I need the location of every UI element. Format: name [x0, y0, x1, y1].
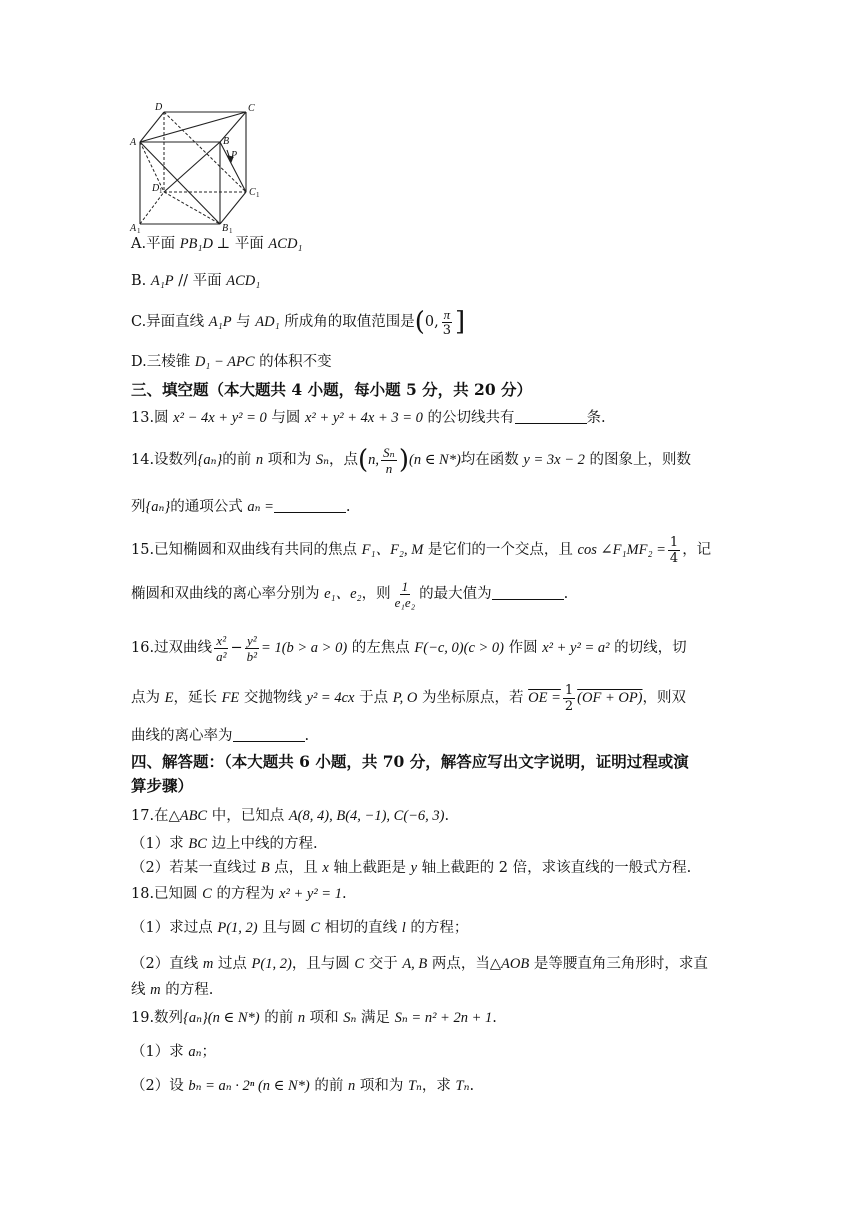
math: m [150, 982, 161, 998]
math: E [164, 690, 174, 706]
answer-blank[interactable] [233, 727, 305, 742]
q15-line2 [131, 574, 568, 614]
text: ，则 [361, 586, 391, 602]
text: （1）求过点 [131, 920, 218, 936]
text: 项和为 [263, 452, 316, 468]
section-3-heading: 三、填空题（本大题共 4 小题，每小题 5 分，共 20 分） [131, 380, 533, 399]
text: 的图象上，则数 [584, 452, 691, 468]
label-A: A [130, 137, 137, 148]
text: 点为 [131, 690, 165, 706]
cube-figure [128, 100, 268, 234]
math: Tₙ [407, 1078, 422, 1094]
text: 的公切线共有 [422, 410, 515, 426]
math: − [230, 640, 243, 656]
label-B: B [223, 136, 230, 147]
math: △AOB [489, 956, 530, 972]
text: （2）直线 [131, 956, 203, 972]
text: 14.设数列 [131, 452, 198, 468]
text: 交于 [364, 956, 403, 972]
den: 2 [564, 698, 574, 714]
text: . [444, 808, 450, 824]
section-4-heading-line1: 四、解答题：（本大题共 6 小题，共 70 分，解答应写出文字说明，证明过程或演 [131, 752, 689, 771]
text: 的方程； [405, 920, 469, 936]
text: 轴上截距的 2 倍，求该直线的一般式方程. [417, 860, 692, 876]
math: A, B [402, 956, 428, 972]
math: y = 3x − 2 [523, 452, 585, 468]
math: (n ∈ N*) [408, 452, 461, 468]
math: (OF + OP) [577, 690, 643, 706]
math: cos ∠F₁MF₂ = [577, 542, 666, 558]
math: = 1(b > a > 0) [261, 640, 348, 656]
math: F(−c, 0)(c > 0) [414, 640, 505, 656]
math: A₁P [208, 314, 232, 330]
text: 15.已知椭圆和双曲线有共同的焦点 [131, 542, 362, 558]
text: 列 [131, 499, 146, 515]
text: 边上中线的方程. [206, 836, 318, 852]
label-C1: C [249, 187, 256, 198]
label-D1-sub: 1 [159, 187, 163, 195]
label-B1-sub: 1 [229, 227, 233, 234]
math: OE = [528, 690, 561, 706]
math: x² + y² = 1 [279, 886, 342, 902]
math: n [347, 1078, 356, 1094]
math: F₁、F₂, M [361, 542, 424, 558]
text: 的方程. [160, 982, 214, 998]
text: 与 [231, 314, 256, 330]
text: B. [131, 273, 151, 289]
num: π [443, 306, 451, 322]
q12-option-b [131, 271, 260, 291]
label-D1: D [152, 183, 160, 194]
num: x² [216, 632, 227, 648]
math: △ABC [168, 808, 208, 824]
text: 的方程为 [211, 886, 280, 902]
text: D.三棱锥 [131, 354, 195, 370]
text: 两点，当 [427, 956, 490, 972]
math: ACD₁ [226, 273, 261, 289]
text: // 平面 [173, 273, 227, 289]
math: ACD₁ [268, 236, 303, 252]
text: ，延长 [173, 690, 222, 706]
answer-blank[interactable] [515, 409, 587, 424]
text: C.异面直线 [131, 314, 209, 330]
text: ； [201, 1044, 216, 1060]
q12-option-c [131, 305, 465, 339]
den: 4 [669, 550, 679, 566]
math: D₁ − APC [194, 354, 255, 370]
text: ，则双 [642, 690, 687, 706]
label-A1-sub: 1 [137, 227, 141, 234]
math: P, O [392, 690, 418, 706]
text: 中，已知点 [207, 808, 289, 824]
text: 过点 [213, 956, 252, 972]
math: x² + y² + 4x + 3 = 0 [305, 410, 423, 426]
label-B1: B [222, 223, 229, 234]
math: PB₁D ⊥ [179, 236, 231, 252]
text: 的前 [222, 452, 256, 468]
math: n [255, 452, 264, 468]
math: {aₙ} [197, 452, 223, 468]
math: 0, [424, 314, 439, 330]
paren: ) [398, 445, 409, 475]
math: Sₙ [315, 452, 330, 468]
text: 项和为 [355, 1078, 408, 1094]
math: P(1, 2) [217, 920, 258, 936]
num: 1 [564, 682, 574, 698]
text: 是它们的一个交点，且 [423, 542, 578, 558]
text: . [469, 1078, 475, 1094]
math: aₙ = [247, 499, 274, 515]
math: Tₙ [455, 1078, 470, 1094]
text: 19.数列 [131, 1010, 184, 1026]
text: . [304, 728, 310, 744]
math: C [202, 886, 212, 902]
q19-line1 [131, 1008, 497, 1028]
q17-part1 [131, 834, 318, 854]
text: 相切的直线 [320, 920, 402, 936]
q12-option-a [131, 234, 302, 254]
text: ，且与圆 [291, 956, 355, 972]
text: 的左焦点 [347, 640, 415, 656]
text: 17.在 [131, 808, 169, 824]
fraction [441, 307, 453, 338]
paren: ( [414, 307, 425, 337]
text: ，点 [329, 452, 359, 468]
bracket: ] [455, 307, 466, 337]
text: 的最大值为 [419, 586, 492, 602]
fraction [214, 633, 228, 664]
math: aₙ [188, 1044, 202, 1060]
den: 3 [442, 322, 452, 338]
num: Sₙ [383, 444, 395, 460]
text: 条. [586, 410, 606, 426]
math: A₁P [150, 273, 174, 289]
label-C: C [248, 103, 255, 114]
math: Sₙ = n² + 2n + 1 [394, 1010, 493, 1026]
math: e₁、e₂ [324, 586, 362, 602]
text: 项和 [305, 1010, 344, 1026]
den: b² [246, 648, 258, 664]
text: 均在函数 [460, 452, 524, 468]
math: BC [188, 836, 207, 852]
text: 作圆 [504, 640, 543, 656]
label-P: P [231, 150, 238, 161]
answer-blank[interactable] [274, 498, 346, 513]
text: A.平面 [131, 236, 180, 252]
fraction [668, 535, 680, 566]
q14-line1 [131, 438, 691, 482]
text: 线 [131, 982, 151, 998]
label-C1-sub: 1 [256, 191, 260, 199]
math: y² = 4cx [306, 690, 355, 706]
text: 点，且 [269, 860, 323, 876]
math: C [354, 956, 365, 972]
text: 满足 [356, 1010, 395, 1026]
text: （1）求 [131, 1044, 189, 1060]
num: 1 [401, 578, 409, 594]
text: 与圆 [266, 410, 305, 426]
text: . [563, 586, 569, 602]
text: 的体积不变 [254, 354, 332, 370]
math: bₙ = aₙ · 2ⁿ (n ∈ N*) [188, 1078, 310, 1094]
text: ，求 [421, 1078, 456, 1094]
text: 的通项公式 [170, 499, 248, 515]
text: 的前 [259, 1010, 298, 1026]
q19-part2 [131, 1076, 474, 1096]
den: e₁e₂ [394, 594, 416, 610]
text: 18.已知圆 [131, 886, 203, 902]
fraction [393, 579, 418, 610]
math: FE [221, 690, 240, 706]
q16-line1 [131, 626, 687, 670]
text: 曲线的离心率为 [131, 728, 233, 744]
text: . [492, 1010, 497, 1026]
text: （2）若某一直线过 [131, 860, 261, 876]
text: 交抛物线 [239, 690, 307, 706]
q18-part2-cont [131, 980, 213, 1000]
math: AD₁ [255, 314, 280, 330]
text: 13.圆 [131, 410, 174, 426]
fraction [563, 683, 575, 714]
text: 是等腰直角三角形时，求直 [529, 956, 708, 972]
label-A1: A [130, 223, 137, 234]
q16-line2 [131, 676, 686, 720]
math: l [401, 920, 406, 936]
q19-part1 [131, 1042, 216, 1062]
text: 平面 [234, 236, 269, 252]
label-D: D [155, 102, 163, 113]
q17-part2 [131, 858, 691, 878]
q14-line2 [131, 497, 351, 517]
text: 于点 [354, 690, 393, 706]
text: 的前 [309, 1078, 348, 1094]
num: y² [246, 632, 257, 648]
math: n, [368, 452, 380, 468]
math: A(8, 4), B(4, −1), C(−6, 3) [288, 808, 445, 824]
math: {aₙ} [145, 499, 171, 515]
text: 椭圆和双曲线的离心率分别为 [131, 586, 325, 602]
fraction [381, 445, 397, 476]
math: C [310, 920, 320, 936]
text: 所成角的取值范围是 [279, 314, 415, 330]
math: y [410, 860, 418, 876]
text: 为坐标原点，若 [417, 690, 529, 706]
math: n [297, 1010, 306, 1026]
q18-part1 [131, 918, 468, 938]
answer-blank[interactable] [492, 585, 564, 600]
math: P(1, 2) [251, 956, 292, 972]
text: 且与圆 [257, 920, 311, 936]
q12-option-d [131, 352, 332, 372]
math: x [322, 860, 329, 876]
math: {aₙ}(n ∈ N*) [183, 1010, 260, 1026]
text: 的切线，切 [609, 640, 687, 656]
text: 16.过双曲线 [131, 640, 213, 656]
den: a² [216, 648, 227, 664]
den: n [385, 460, 393, 476]
q18-part2 [131, 954, 708, 974]
q13 [131, 408, 606, 428]
math: x² + y² = a² [542, 640, 610, 656]
section-4-heading-line2: 算步骤） [131, 776, 194, 795]
text: （1）求 [131, 836, 189, 852]
math: Sₙ [343, 1010, 357, 1026]
q16-line3 [131, 726, 309, 746]
text: 轴上截距是 [328, 860, 411, 876]
text: ，记 [682, 542, 712, 558]
q15-line1 [131, 530, 711, 570]
fraction [245, 633, 259, 664]
text: . [345, 499, 351, 515]
math: x² − 4x + y² = 0 [173, 410, 267, 426]
text: （2）设 [131, 1078, 189, 1094]
math: m [202, 956, 214, 972]
num: 1 [669, 534, 679, 550]
paren: ( [358, 445, 369, 475]
q17-line1 [131, 806, 449, 826]
text: . [341, 886, 347, 902]
math: B [260, 860, 270, 876]
q18-line1 [131, 884, 347, 904]
